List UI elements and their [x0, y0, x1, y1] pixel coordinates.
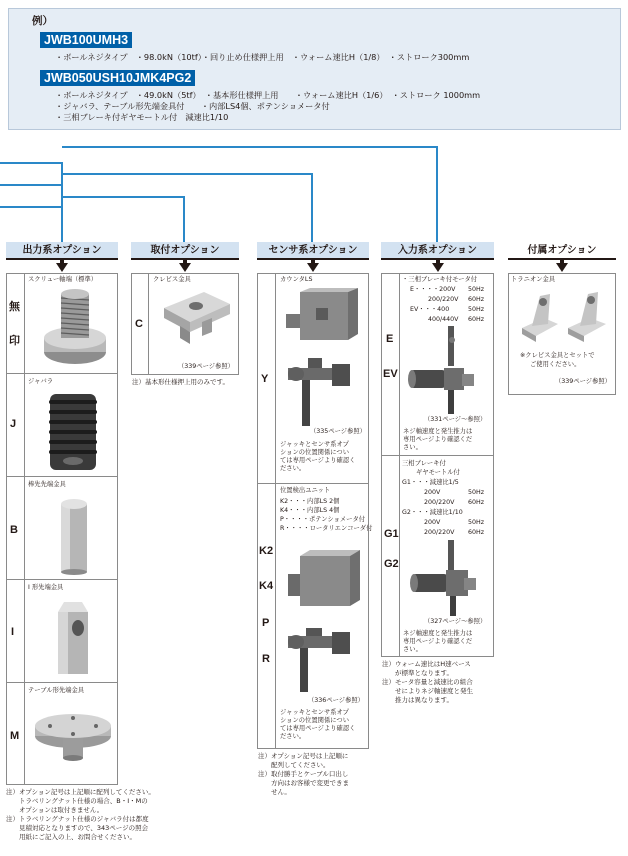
sensor-note-1: 注）オプション記号は上記順に [258, 752, 349, 760]
input-gear-g1-60hz: 60Hz [468, 499, 485, 506]
table-fitting-image [32, 708, 114, 766]
input-caption-gear-2: ギヤモートル付 [416, 469, 460, 476]
input-gear-g1-200-220v: 200/220V [424, 499, 455, 506]
header-mount-options: 取付オプション [131, 242, 239, 260]
input-code-g2: G2 [384, 558, 399, 570]
input-gear-ref: （327ページ～参照） [424, 618, 487, 625]
clevis-bracket-image [158, 286, 234, 348]
input-spec-ev-400: EV・・・400 [410, 306, 450, 313]
input-note-1: 注）ウォーム速比はH速ベース [382, 660, 471, 668]
sensor-unit-item-p: P・・・・ポテンショメータ付 [280, 516, 366, 523]
output-note-2: トラベリングナット仕様の場合、B・I・Mの [6, 797, 148, 805]
sensor-note-2: 配列してください。 [258, 761, 330, 769]
down-arrow-icon [307, 263, 319, 272]
sensor-counter-desc-4: ださい。 [280, 465, 306, 472]
bellows-image [46, 390, 100, 474]
mount-caption-clevis: クレビス金具 [153, 276, 191, 283]
down-arrow-icon [56, 263, 68, 272]
example-code-1-desc: ・ボールネジタイプ ・98.0kN（10tf）・回り止め仕様押上用 ・ウォーム速比H（1/8） ・ストローク300mm [55, 52, 470, 62]
sensor-caption-position-unit: 位置検出ユニット [280, 487, 331, 494]
input-spec-ev-400-440v: 400/440V [428, 316, 459, 323]
input-gear-g2-200v: 200V [424, 519, 441, 526]
sensor-code-y: Y [261, 373, 269, 385]
trunnion-bracket-image [518, 286, 610, 346]
sensor-caption-counter-ls: カウンタLS [280, 276, 313, 283]
example-title: 例） [32, 15, 53, 27]
input-caption-motor: ・三相ブレーキ付モータ付 [402, 276, 478, 283]
sensor-unit-desc-4: ださい。 [280, 733, 306, 740]
input-spec-e-200-220v: 200/220V [428, 296, 459, 303]
sensor-unit-item-r: R・・・・ロータリエンコーダ付 [280, 525, 373, 532]
example-code-2-desc-3: ・三相ブレーキ付ギヤモートル付 減速比1/10 [55, 112, 229, 122]
position-detection-unit-image [284, 548, 362, 694]
accessory-ref: （339ページ参照） [555, 378, 611, 385]
output-code-i: I [11, 626, 15, 638]
mount-note: 注）基本形仕様押上用のみです。 [132, 378, 229, 386]
input-motor-desc-1: ネジ軸速度と発生推力は [403, 428, 473, 435]
accessory-caption-trunnion: トラニオン金具 [511, 276, 556, 283]
input-spec-ev-60hz: 60Hz [468, 316, 485, 323]
output-caption-rod-end: 棒先先端金具 [28, 481, 66, 488]
sensor-counter-desc-3: ては専用ページより確認く [280, 457, 356, 464]
down-arrow-icon [556, 263, 568, 272]
input-note-5: 推力は異なります。 [382, 696, 453, 704]
sensor-unit-item-k4: K4・・・内部LS 4個 [280, 507, 340, 514]
input-motor-desc-3: さい。 [403, 444, 422, 451]
sensor-unit-desc-3: ては専用ページより確認く [280, 725, 356, 732]
input-gear-g2-60hz: 60Hz [468, 529, 485, 536]
sensor-unit-desc-2: ションの位置関係につい [280, 717, 350, 724]
sensor-counter-ref: （335ページ参照） [310, 428, 366, 435]
input-gear-g2-50hz: 50Hz [468, 519, 485, 526]
input-code-ev: EV [383, 368, 398, 380]
brake-motor-image [408, 326, 488, 414]
sensor-code-k2: K2 [259, 545, 274, 557]
accessory-note-2: ご使用ください。 [530, 361, 581, 368]
input-code-g1: G1 [384, 528, 399, 540]
output-note-5: 見積対応となりますので、343ページの照会 [6, 824, 149, 832]
sensor-code-k4: K4 [259, 580, 274, 592]
output-note-1: 注）オプション記号は上記順に配列してください。 [6, 788, 155, 796]
header-input-options: 入力系オプション [381, 242, 494, 260]
sensor-code-r: R [262, 653, 270, 665]
sensor-counter-desc-2: ションの位置関係につい [280, 449, 350, 456]
sensor-note-3: 注）取付勝手とケーブル口出し [258, 770, 349, 778]
example-code-2: JWB050USH10JMK4PG2 [40, 70, 195, 86]
header-accessory-options: 付属オプション [508, 242, 616, 260]
input-code-e: E [386, 333, 394, 345]
input-motor-desc-2: 専用ページより確認くだ [403, 436, 473, 443]
input-gear-desc-2: 専用ページより確認くだ [403, 638, 473, 645]
sensor-code-p: P [262, 617, 270, 629]
output-code-j: J [10, 418, 17, 430]
output-code-b: B [10, 524, 18, 536]
input-note-4: せによりネジ軸速度と発生 [382, 687, 473, 695]
input-gear-g2-200-220v: 200/220V [424, 529, 455, 536]
sensor-unit-desc-1: ジャッキとセンサ系オプ [280, 709, 349, 716]
input-gear-g1-200v: 200V [424, 489, 441, 496]
sensor-unit-item-k2: K2・・・内部LS 2個 [280, 498, 340, 505]
sensor-note-5: せん。 [258, 788, 291, 796]
output-code-mu: 無 [9, 301, 20, 313]
i-type-fitting-image [52, 598, 94, 678]
sensor-counter-desc-1: ジャッキとセンサ系オプ [280, 441, 349, 448]
input-note-2: が標準となります。 [382, 669, 453, 677]
output-note-6: 用紙にご記入の上、お問合せください。 [6, 833, 136, 841]
example-code-2-desc-2: ・ジャバラ、テーブル形先端金具付 ・内部LS4個、ポテンショメータ付 [55, 101, 330, 111]
output-note-4: 注）トラベリングナット仕様のジャバラ付は都度 [6, 815, 149, 823]
output-caption-screw: スクリュー軸端（標準） [28, 276, 98, 283]
output-code-m: M [10, 730, 20, 742]
header-output-options: 出力系オプション [6, 242, 118, 260]
counter-ls-image [286, 288, 360, 428]
output-code-in: 印 [9, 335, 20, 347]
input-spec-e-200v: E・・・・200V [410, 286, 456, 293]
rod-end-fitting-image [58, 496, 90, 576]
sensor-note-4: 方向はお客様で変更できま [258, 779, 349, 787]
example-code-2-desc-1: ・ボールネジタイプ ・49.0kN（5tf） ・基本形仕様押上用 ・ウォーム速比H（1/6） ・ストローク 1000mm [55, 90, 481, 100]
input-gear-g1: G1・・・減速比1/5 [402, 479, 459, 486]
input-caption-gear-1: 三相ブレーキ付 [402, 460, 446, 467]
input-gear-desc-1: ネジ軸速度と発生推力は [403, 630, 473, 637]
output-caption-table-fitting: テーブル形先端金具 [28, 687, 85, 694]
input-note-3: 注）モータ容量と減速比の組合 [382, 678, 473, 686]
accessory-note-1: ※クレビス金具とセットで [520, 352, 595, 359]
screw-shaft-end-image [42, 286, 108, 370]
down-arrow-icon [179, 263, 191, 272]
input-gear-g2: G2・・・減速比1/10 [402, 509, 463, 516]
header-sensor-options: センサ系オプション [257, 242, 369, 260]
example-code-1: JWB100UMH3 [40, 32, 132, 48]
output-caption-bellows: ジャバラ [28, 378, 54, 385]
input-gear-g1-50hz: 50Hz [468, 489, 485, 496]
input-motor-ref: （331ページ～参照） [424, 416, 487, 423]
down-arrow-icon [432, 263, 444, 272]
mount-ref: （339ページ参照） [178, 363, 234, 370]
input-gear-desc-3: さい。 [403, 646, 422, 653]
mount-code-c: C [135, 318, 143, 330]
gear-motor-image [408, 540, 488, 616]
output-caption-i-fitting: I 形先端金具 [28, 584, 64, 591]
sensor-unit-ref: （336ページ参照） [308, 697, 364, 704]
input-spec-e-60hz: 60Hz [468, 296, 485, 303]
input-spec-ev-50hz: 50Hz [468, 306, 485, 313]
output-note-3: オプションは取付きません。 [6, 806, 104, 814]
input-spec-e-50hz: 50Hz [468, 286, 485, 293]
